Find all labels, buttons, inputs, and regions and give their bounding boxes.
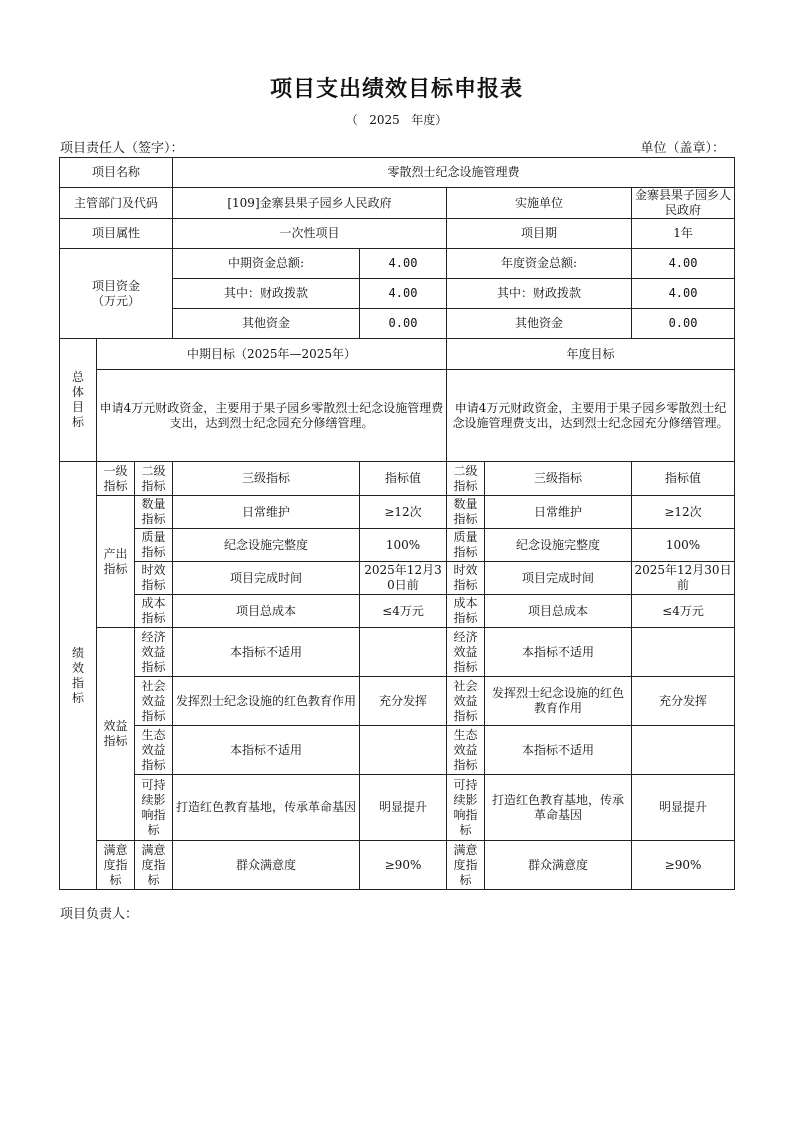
- row-yr-value: 100%: [632, 529, 735, 562]
- row-yr-l2: 可持续影响指标: [447, 775, 485, 841]
- mid-total-value: 4.00: [360, 249, 447, 279]
- row-mid-value: ≤4万元: [360, 595, 447, 628]
- responsible-person-signature-label: 项目责任人（签字）：: [60, 141, 184, 156]
- row-yr-l3: 本指标不适用: [485, 726, 632, 775]
- row-yr-l3: 群众满意度: [485, 841, 632, 890]
- dept-label: 主管部门及代码: [60, 188, 173, 219]
- project-attr-value: 一次性项目: [173, 219, 447, 249]
- row-l2: 数量指标: [135, 496, 173, 529]
- benefit-indicator-label: 效益指标: [97, 628, 135, 841]
- row-yr-l2: 满意度指标: [447, 841, 485, 890]
- row-yr-value: ≤4万元: [632, 595, 735, 628]
- row-yr-l3: 项目完成时间: [485, 562, 632, 595]
- row-mid-l3: 项目总成本: [173, 595, 360, 628]
- row-mid-l3: 打造红色教育基地，传承革命基因: [173, 775, 360, 841]
- row-yr-l3: 项目总成本: [485, 595, 632, 628]
- row-yr-l2: 质量指标: [447, 529, 485, 562]
- performance-form-table: [59, 157, 735, 890]
- row-l2: 生态效益指标: [135, 726, 173, 775]
- row-mid-value: [360, 726, 447, 775]
- perf-indicator-label: 绩效指标: [60, 462, 97, 890]
- row-l2: 成本指标: [135, 595, 173, 628]
- project-leader-label: 项目负责人：: [60, 907, 139, 922]
- row-yr-value: [632, 628, 735, 677]
- mid-goal-text: 申请4万元财政资金，主要用于果子园乡零散烈士纪念设施管理费支出，达到烈士纪念园充分修缮管理。: [97, 370, 447, 462]
- level2-header: 二级指标: [135, 462, 173, 496]
- year-total-value: 4.00: [632, 249, 735, 279]
- mid-other-value: 0.00: [360, 309, 447, 339]
- row-yr-l2: 时效指标: [447, 562, 485, 595]
- row-yr-l2: 社会效益指标: [447, 677, 485, 726]
- mid-other-label: 其他资金: [173, 309, 360, 339]
- row-l2: 满意度指标: [135, 841, 173, 890]
- row-mid-value: 2025年12月30日前: [360, 562, 447, 595]
- row-yr-l2: 生态效益指标: [447, 726, 485, 775]
- project-attr-label: 项目属性: [60, 219, 173, 249]
- row-mid-value: ≥12次: [360, 496, 447, 529]
- impl-unit-value: 金寨县果子园乡人民政府: [632, 188, 735, 219]
- project-name-label: 项目名称: [60, 158, 173, 188]
- row-yr-value: 2025年12月30日前: [632, 562, 735, 595]
- row-yr-l3: 本指标不适用: [485, 628, 632, 677]
- row-mid-l3: 发挥烈士纪念设施的红色教育作用: [173, 677, 360, 726]
- row-l2: 社会效益指标: [135, 677, 173, 726]
- year-fiscal-value: 4.00: [632, 279, 735, 309]
- row-mid-value: ≥90%: [360, 841, 447, 890]
- row-mid-l3: 群众满意度: [173, 841, 360, 890]
- row-yr-l3: 打造红色教育基地，传承革命基因: [485, 775, 632, 841]
- yr-level2-header: 二级指标: [447, 462, 485, 496]
- row-l2: 经济效益指标: [135, 628, 173, 677]
- year-other-label: 其他资金: [447, 309, 632, 339]
- mid-value-header: 指标值: [360, 462, 447, 496]
- project-period-value: 1年: [632, 219, 735, 249]
- level1-header: 一级指标: [97, 462, 135, 496]
- row-yr-l3: 日常维护: [485, 496, 632, 529]
- form-year: （ 2025 年度）: [345, 113, 448, 127]
- row-mid-l3: 本指标不适用: [173, 628, 360, 677]
- mid-fiscal-label: 其中：财政拨款: [173, 279, 360, 309]
- row-yr-l2: 数量指标: [447, 496, 485, 529]
- row-mid-value: [360, 628, 447, 677]
- row-yr-value: ≥12次: [632, 496, 735, 529]
- mid-total-label: 中期资金总额:: [173, 249, 360, 279]
- row-mid-value: 充分发挥: [360, 677, 447, 726]
- project-period-label: 项目期: [447, 219, 632, 249]
- row-yr-l3: 纪念设施完整度: [485, 529, 632, 562]
- row-mid-value: 100%: [360, 529, 447, 562]
- dept-value: [109]金寨县果子园乡人民政府: [173, 188, 447, 219]
- unit-seal-label: 单位（盖章）：: [640, 141, 725, 156]
- yr-value-header: 指标值: [632, 462, 735, 496]
- yr-level3-header: 三级指标: [485, 462, 632, 496]
- funds-label: 项目资金（万元）: [60, 249, 173, 339]
- form-title: 项目支出绩效目标申报表: [269, 76, 523, 102]
- impl-unit-label: 实施单位: [447, 188, 632, 219]
- year-total-label: 年度资金总额:: [447, 249, 632, 279]
- row-yr-value: 明显提升: [632, 775, 735, 841]
- row-yr-l2: 成本指标: [447, 595, 485, 628]
- row-l2: 时效指标: [135, 562, 173, 595]
- satisfaction-indicator-label: 满意度指标: [97, 841, 135, 890]
- row-mid-value: 明显提升: [360, 775, 447, 841]
- row-yr-l2: 经济效益指标: [447, 628, 485, 677]
- row-l2: 可持续影响指标: [135, 775, 173, 841]
- row-mid-l3: 纪念设施完整度: [173, 529, 360, 562]
- row-l2: 质量指标: [135, 529, 173, 562]
- mid-level3-header: 三级指标: [173, 462, 360, 496]
- year-other-value: 0.00: [632, 309, 735, 339]
- overall-goal-label: 总体目标: [60, 339, 97, 462]
- row-mid-l3: 项目完成时间: [173, 562, 360, 595]
- row-yr-value: ≥90%: [632, 841, 735, 890]
- project-name-value: 零散烈士纪念设施管理费: [173, 158, 735, 188]
- year-goal-header: 年度目标: [447, 339, 735, 370]
- output-indicator-label: 产出指标: [97, 496, 135, 628]
- row-mid-l3: 日常维护: [173, 496, 360, 529]
- year-fiscal-label: 其中：财政拨款: [447, 279, 632, 309]
- mid-fiscal-value: 4.00: [360, 279, 447, 309]
- row-yr-value: 充分发挥: [632, 677, 735, 726]
- row-mid-l3: 本指标不适用: [173, 726, 360, 775]
- row-yr-l3: 发挥烈士纪念设施的红色教育作用: [485, 677, 632, 726]
- row-yr-value: [632, 726, 735, 775]
- mid-goal-header: 中期目标（2025年—2025年）: [97, 339, 447, 370]
- year-goal-text: 申请4万元财政资金，主要用于果子园乡零散烈士纪念设施管理费支出，达到烈士纪念园充分修缮管理。: [447, 370, 735, 462]
